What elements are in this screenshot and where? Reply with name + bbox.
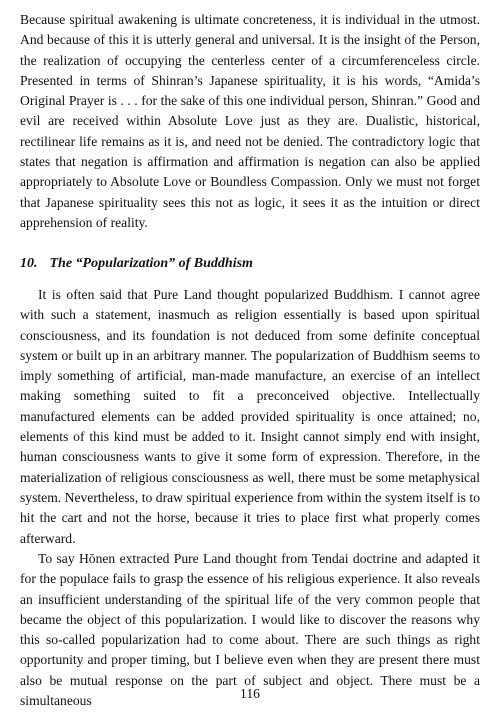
section-heading	[20, 256, 253, 272]
paragraph-spiritual-awakening: Because spiritual awakening is ultimate concreteness, it is individual in the utmost. And because of this it is utterly general and universal. It is the insight of the Person, the realization of occupying the centerless center of a circumferenceless circle. Presented in terms of Shinran’s Japanese spirituality, it is his words, “Amida’s Original Prayer is . . . for the sake of this one individual person, Shinran.” Good and evil are received within Absolute Love just as they are. Dualistic, historical, rectilinear life remains as it is, and need not be denied. The contradictory logic that states that negation is affirmation and affirmation is negation can also be applied appropriately to Absolute Love or Boundless Compassion. Only we must not forget that Japanese spirituality sees this not as logic, it sees it as the intuition or direct apprehension of reality.	[20, 12, 480, 230]
page-number: 116	[240, 686, 260, 701]
section-title: The “Popularization” of Buddhism	[49, 256, 253, 271]
paragraph-pure-land-popularization: It is often said that Pure Land thought popularized Buddhism. I cannot agree with such a statement, inasmuch as religion essentially is based upon spiritual consciousness, and its foundation is not deduced from some definite conceptual system or built up in an arbitrary manner. The popularization of Buddhism seems to imply something of artificial, man-made manufacture, an exercise of an intellect making something suited to fit a preconceived objective. Intellectually manufactured elements can be added provided spirituality is once attained; no, elements of this kind must be added to it. Insight cannot simply end with insight, human consciousness wants to give it some form of expression. Therefore, in the materialization of religious consciousness as well, there must be some metaphysical system. Nevertheless, to draw spiritual experience from within the system itself is to hit the cart and not the horse, because it tries to place first what properly comes afterward.	[20, 287, 480, 546]
section-number: 10.	[20, 256, 38, 271]
paragraph-honen-tendai: To say Hōnen extracted Pure Land thought from Tendai doctrine and adapted it for the populace fails to grasp the essence of his religious experience. It also reveals an insufficient understanding of the spiritual life of the very common people that became the object of this popularization. I would like to discover the reasons why this so-called popularization had to come about. There are such things as right opportunity and proper timing, but I believe even when they are present there must also be mutual response on the part of subject and object. There must be a simultaneous	[20, 551, 480, 709]
